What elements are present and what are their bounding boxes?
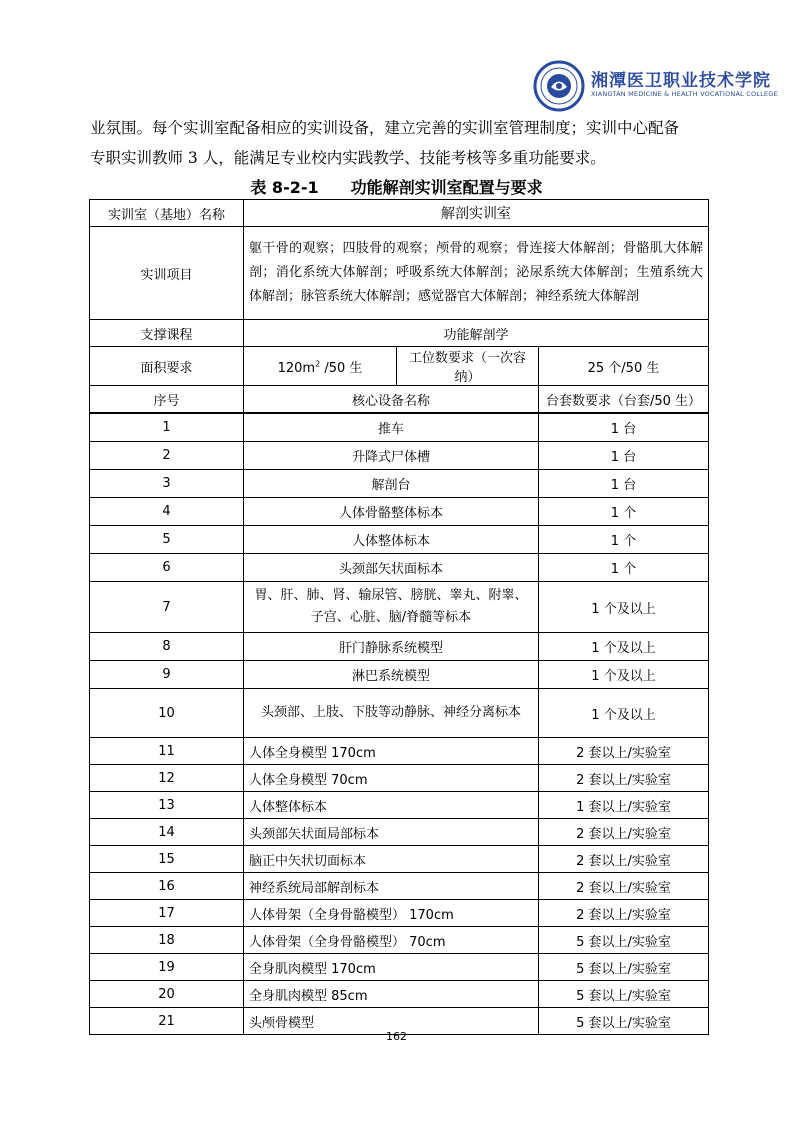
logo-chinese-name: 湘潭医卫职业技术学院	[591, 71, 771, 91]
course-label: 支撑课程	[90, 320, 244, 347]
row-qty: 1 个及以上	[539, 633, 709, 661]
page-number: 162	[386, 1030, 407, 1043]
row-no: 18	[90, 927, 244, 954]
row-no: 1	[90, 413, 244, 442]
table-row	[90, 661, 709, 689]
row-qty: 1 个及以上	[539, 661, 709, 689]
table-row	[90, 738, 709, 765]
row-equipment: 人体骨架（全身骨骼模型） 70cm	[244, 927, 539, 954]
row-equipment: 人体整体标本	[244, 792, 539, 819]
table-row	[90, 554, 709, 582]
college-logo	[527, 60, 778, 112]
station-label: 工位数要求（一次容纳）	[397, 347, 539, 386]
table-row	[90, 981, 709, 1008]
room-name-row	[90, 200, 709, 227]
row-qty: 2 套以上/实验室	[539, 900, 709, 927]
col-header-qty: 台套数要求（台套/50 生）	[539, 386, 709, 414]
table-row	[90, 846, 709, 873]
row-equipment: 全身肌肉模型 85cm	[244, 981, 539, 1008]
row-equipment: 全身肌肉模型 170cm	[244, 954, 539, 981]
row-qty: 1 套以上/实验室	[539, 792, 709, 819]
table-row	[90, 442, 709, 470]
station-value: 25 个/50 生	[539, 347, 709, 386]
row-equipment: 淋巴系统模型	[244, 661, 539, 689]
row-equipment: 解剖台	[244, 470, 539, 498]
col-header-no: 序号	[90, 386, 244, 414]
intro-line-2: 专职实训教师 3 人，能满足专业校内实践教学、技能考核等多重功能要求。	[90, 149, 606, 167]
table-row	[90, 526, 709, 554]
table-row	[90, 873, 709, 900]
row-qty: 2 套以上/实验室	[539, 873, 709, 900]
row-qty: 1 个	[539, 526, 709, 554]
row-qty: 1 台	[539, 442, 709, 470]
row-qty: 2 套以上/实验室	[539, 738, 709, 765]
row-qty: 5 套以上/实验室	[539, 981, 709, 1008]
course-row	[90, 320, 709, 347]
table-row	[90, 927, 709, 954]
row-equipment: 人体全身模型 170cm	[244, 738, 539, 765]
row-equipment: 头颈部矢状面标本	[244, 554, 539, 582]
row-no: 20	[90, 981, 244, 1008]
row-equipment: 人体整体标本	[244, 526, 539, 554]
row-equipment: 升降式尸体槽	[244, 442, 539, 470]
row-no: 19	[90, 954, 244, 981]
row-equipment: 神经系统局部解剖标本	[244, 873, 539, 900]
row-no: 12	[90, 765, 244, 792]
row-no: 7	[90, 582, 244, 633]
col-header-equipment: 核心设备名称	[244, 386, 539, 414]
row-no: 11	[90, 738, 244, 765]
table-row	[90, 792, 709, 819]
row-equipment: 人体骨骼整体标本	[244, 498, 539, 526]
area-value-prefix: 120m	[277, 360, 316, 376]
row-qty: 1 个	[539, 498, 709, 526]
row-no: 14	[90, 819, 244, 846]
row-qty: 2 套以上/实验室	[539, 819, 709, 846]
row-qty: 5 套以上/实验室	[539, 1008, 709, 1035]
items-label: 实训项目	[90, 227, 244, 320]
row-no: 5	[90, 526, 244, 554]
area-row	[90, 347, 709, 386]
row-no: 21	[90, 1008, 244, 1035]
table-row	[90, 498, 709, 526]
logo-english-name: XIANGTAN MEDICINE & HEALTH VOCATIONAL COLLEGE	[591, 90, 778, 98]
row-no: 9	[90, 661, 244, 689]
room-value: 解剖实训室	[244, 200, 709, 227]
table-row	[90, 413, 709, 442]
table-row	[90, 633, 709, 661]
row-no: 4	[90, 498, 244, 526]
table-row	[90, 900, 709, 927]
row-equipment: 推车	[244, 413, 539, 442]
college-emblem-icon	[533, 60, 585, 112]
row-qty: 1 台	[539, 470, 709, 498]
row-no: 13	[90, 792, 244, 819]
row-equipment: 头颅骨模型	[244, 1008, 539, 1035]
table-row	[90, 582, 709, 633]
table-row	[90, 819, 709, 846]
row-qty: 5 套以上/实验室	[539, 927, 709, 954]
area-value-sup: 2	[315, 359, 321, 369]
row-no: 3	[90, 470, 244, 498]
row-qty: 1 台	[539, 413, 709, 442]
row-qty: 1 个及以上	[539, 689, 709, 738]
row-equipment: 人体骨架（全身骨骼模型） 170cm	[244, 900, 539, 927]
row-no: 17	[90, 900, 244, 927]
row-qty: 2 套以上/实验室	[539, 846, 709, 873]
table-row	[90, 954, 709, 981]
course-value: 功能解剖学	[244, 320, 709, 347]
row-no: 6	[90, 554, 244, 582]
table-row	[90, 470, 709, 498]
row-no: 2	[90, 442, 244, 470]
table-row	[90, 689, 709, 738]
row-equipment: 胃、肝、肺、肾、输尿管、膀胱、睾丸、附睾、子宫、心脏、脑/脊髓等标本	[244, 582, 539, 633]
training-items-row	[90, 227, 709, 320]
row-equipment: 头颈部矢状面局部标本	[244, 819, 539, 846]
area-value	[244, 347, 397, 386]
row-equipment: 脑正中矢状切面标本	[244, 846, 539, 873]
area-value-suffix: /50 生	[320, 360, 363, 376]
items-value: 躯干骨的观察；四肢骨的观察；颅骨的观察；骨连接大体解剖；骨骼肌大体解剖；消化系统大体解剖；呼吸系统大体解剖；泌尿系统大体解剖；生殖系统大体解剖；脉管系统大体解剖；感觉器官大体解剖；神经系统大体解剖	[244, 227, 709, 320]
row-qty: 1 个	[539, 554, 709, 582]
table-caption: 表 8-2-1 功能解剖实训室配置与要求	[250, 178, 543, 197]
row-equipment: 肝门静脉系统模型	[244, 633, 539, 661]
row-qty: 1 个及以上	[539, 582, 709, 633]
row-no: 8	[90, 633, 244, 661]
intro-line-1: 业氛围。每个实训室配备相应的实训设备，建立完善的实训室管理制度；实训中心配备	[90, 119, 680, 137]
room-label: 实训室（基地）名称	[90, 200, 244, 227]
equipment-header-row	[90, 386, 709, 414]
row-equipment: 头颈部、上肢、下肢等动静脉、神经分离标本	[244, 689, 539, 738]
row-equipment: 人体全身模型 70cm	[244, 765, 539, 792]
area-label: 面积要求	[90, 347, 244, 386]
table-row	[90, 765, 709, 792]
row-no: 10	[90, 689, 244, 738]
row-qty: 5 套以上/实验室	[539, 954, 709, 981]
row-no: 15	[90, 846, 244, 873]
lab-config-table	[89, 199, 709, 1035]
row-qty: 2 套以上/实验室	[539, 765, 709, 792]
row-no: 16	[90, 873, 244, 900]
